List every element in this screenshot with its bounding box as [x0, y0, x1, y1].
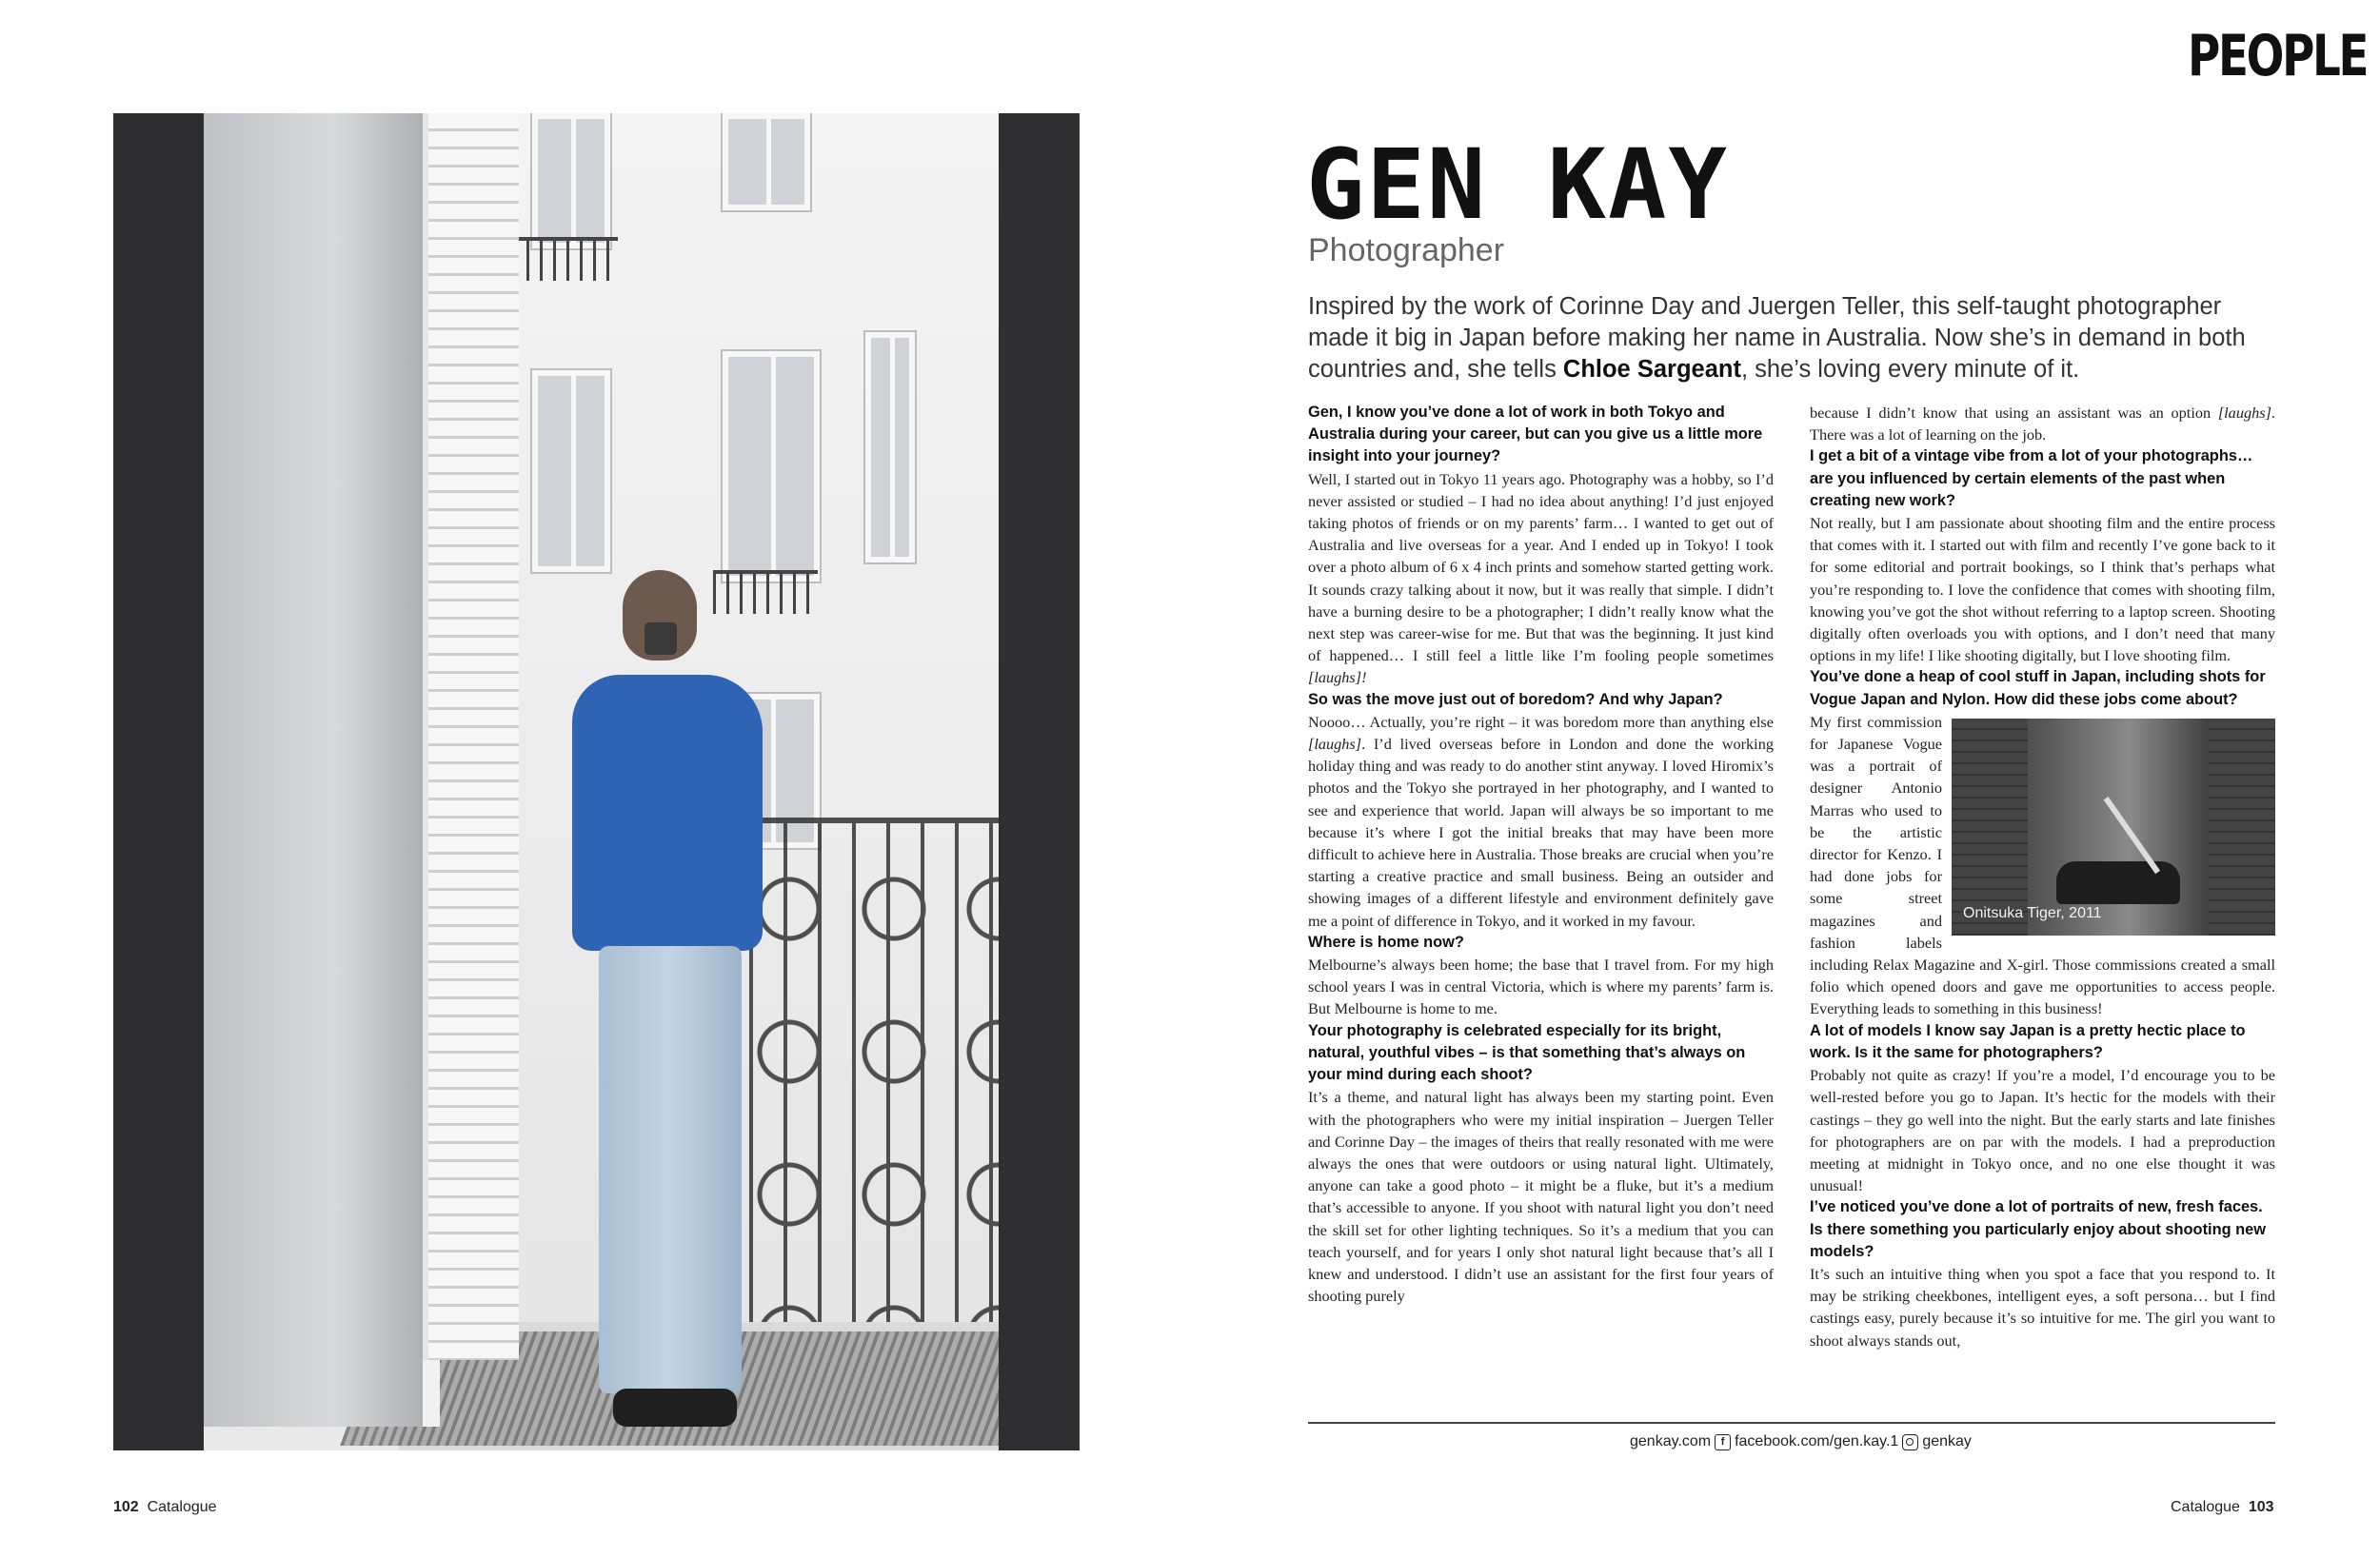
footer-rule	[1308, 1422, 2275, 1424]
window-frame-right	[999, 113, 1080, 1450]
dancer-figure	[2104, 759, 2215, 874]
article-subtitle: Photographer	[1308, 232, 1505, 268]
article-column-2	[1810, 402, 2275, 1351]
article-title: GEN KAY	[1306, 128, 1729, 242]
question: Your photography is celebrated especially for its bright, natural, youthful vibes – is that something that’s always on your mind during each shoot?	[1308, 1021, 1746, 1084]
alley-wall	[2209, 719, 2275, 936]
intro-author: Chloe Sargeant	[1562, 356, 1741, 383]
answer: It’s such an intuitive thing when you spot a face that you respond to. It may be striking cheekbones, intelligent eyes, a soft persona… but I find castings easy, purely because it’s so intuitive for me. The girl you want to shoot always stands out,	[1810, 1264, 2275, 1350]
answer	[1810, 402, 2275, 445]
window	[532, 113, 610, 248]
question: So was the move just out of boredom? And why Japan?	[1308, 690, 1723, 708]
jeans	[599, 946, 742, 1393]
answer-text: because I didn’t know that using an assistant was an option	[1810, 404, 2218, 422]
intro-text: Inspired by the work of Corinne Day and Juergen Teller, this self-taught photographer made it big in Japan before making her name in Australia. Now she’s in demand in both countries and, she tells	[1308, 293, 2246, 383]
photo-caption: Onitsuka Tiger, 2011	[1963, 904, 2102, 921]
answer-aside: [laughs]!	[1308, 668, 1367, 687]
window	[723, 113, 810, 210]
answer: Melbourne’s always been home; the base that I travel from. For my high school years I was in central Victoria, which is where my parents’ farm is. But Melbourne is home to me.	[1308, 956, 1774, 1018]
window-shutter	[423, 113, 519, 1360]
answer-aside: [laughs]	[1308, 735, 1362, 754]
answer: Probably not quite as crazy! If you’re a model, I’d encourage you to be well-rested before you go to Japan. It’s hectic for the models with their castings – they go well into the night. But the early starts and late finishes for photographers are on par with the models. I had a preproduction meeting at midnight in Tokyo once, and no one else thought it was unusual!	[1810, 1066, 2275, 1195]
facebook-link[interactable]: facebook.com/gen.kay.1	[1735, 1433, 1899, 1450]
answer	[1308, 711, 1774, 932]
answer-text: Noooo… Actually, you’re right – it was boredom more than anything else	[1308, 712, 1774, 731]
intro-text-end: , she’s loving every minute of it.	[1740, 356, 2080, 383]
answer-text: Well, I started out in Tokyo 11 years ago. Photography was a hobby, so I’d never assisted or studied – I had no idea about anything! I’d just enjoyed taking photos of friends or on my parents’ farm… I wanted to get out of Australia and live overseas for a year. And I ended up in Tokyo! I took over a photo album of 6 x 4 inch prints and somehow started getting work. It sounds crazy talking about it now, but it was really that simple. I didn’t have a burning desire to be a photographer; I didn’t really know what the next step was career-wise for me. But that was the beginning. It just kind of happened… I still feel a little like I’m fooling people sometimes	[1308, 469, 1774, 665]
window	[723, 351, 820, 582]
section-tag: PEOPLE	[2187, 23, 2367, 89]
blue-sweater	[572, 675, 763, 951]
balcony	[513, 237, 618, 281]
article-intro	[1308, 291, 2279, 385]
photographer-figure	[561, 570, 780, 1450]
camera-icon	[645, 622, 677, 655]
window-frame-left	[113, 113, 204, 1450]
question: I’ve noticed you’ve done a lot of portraits of new, fresh faces. Is there something you particularly enjoy about shooting new models?	[1810, 1198, 2267, 1260]
main-photo	[113, 113, 1080, 1450]
question: Where is home now?	[1308, 933, 1464, 951]
folio-right	[2171, 1499, 2274, 1516]
answer-aside: [laughs]	[2217, 404, 2271, 422]
social-links	[1630, 1433, 1972, 1450]
page-number-left: 102	[113, 1499, 139, 1515]
folio-left	[113, 1499, 217, 1516]
question: Gen, I know you’ve done a lot of work in both Tokyo and Australia during your career, but can you give us a little more insight into your journey?	[1308, 404, 1763, 465]
answer-text: . I’d lived overseas before in London and done the working holiday thing and was ready to do another stint anyway. I loved Hiromix’s photos and the Tokyo she portrayed in her photography, and I wanted to see and experience that world. Japan will always be so important to me because it’s where I got the initial breaks that may have been more difficult to achieve here in Australia. Those breaks are crucial when you’re starting a creative practice and small business. Being an outsider and showing images of a different lifestyle and environment definitely gave me a point of difference in Tokyo, and it worked in my favour.	[1308, 735, 1774, 930]
window	[865, 332, 915, 562]
publication-name-left: Catalogue	[147, 1499, 217, 1515]
window	[532, 370, 610, 572]
sandals	[613, 1389, 737, 1427]
instagram-icon	[1902, 1434, 1918, 1450]
instagram-link[interactable]: genkay	[1922, 1433, 1972, 1450]
answer: It’s a theme, and natural light has always been my starting point. Even with the photographers who were my initial inspiration – Juergen Teller and Corinne Day – the images of theirs that really resonated with me were always the ones that were outdoors or using natural light. Ultimately, anyone can take a good photo – it might be a fluke, but it’s a medium that’s accessible to anyone. If you shoot with natural light you don’t need the skill set for other lighting techniques. So it’s a medium that you can teach yourself, and for years I only shot natural light because that’s all I knew and understood. I didn’t use an assistant for the first four years of shooting purely	[1308, 1088, 1774, 1306]
article-column-1	[1308, 402, 1774, 1307]
publication-name-right: Catalogue	[2171, 1499, 2240, 1515]
page-number-right: 103	[2248, 1499, 2274, 1515]
answer	[1308, 468, 1774, 689]
answer-text: . There was a lot of learning on the job.	[1810, 404, 2275, 444]
question: I get a bit of a vintage vibe from a lot of your photographs… are you influenced by certain elements of the past when creating new work?	[1810, 447, 2253, 509]
website-link[interactable]: genkay.com	[1630, 1433, 1712, 1450]
answer: My first commission for Japanese Vogue was a portrait of designer Antonio Marras who used to be the artistic director for Kenzo. I had done jobs for some street magazines and fashion labels including Relax Magazine and X-girl. Those commissions created a small folio which opened doors and gave me opportunities to access people. Everything leads to something in this business!	[1810, 712, 2275, 1018]
question: You’ve done a heap of cool stuff in Japan, including shots for Vogue Japan and Nylon. How did these jobs come about?	[1810, 668, 2266, 708]
answer: Not really, but I am passionate about shooting film and the entire process that comes with it. I started out with film and recently I’ve gone back to it for some editorial and portrait bookings, so I think that’s perhaps what you’re responding to. I love the confidence that comes with shooting film, knowing you’ve got the shot without referring to a laptop screen. Shooting digitally often overloads you with options, and I don’t need that many options in my life! I like shooting digitally, but I love shooting film.	[1810, 514, 2275, 665]
question: A lot of models I know say Japan is a pretty hectic place to work. Is it the same for photographers?	[1810, 1021, 2246, 1061]
inset-photo	[1952, 719, 2275, 936]
facebook-icon: f	[1715, 1434, 1731, 1450]
open-window-door	[204, 113, 440, 1427]
